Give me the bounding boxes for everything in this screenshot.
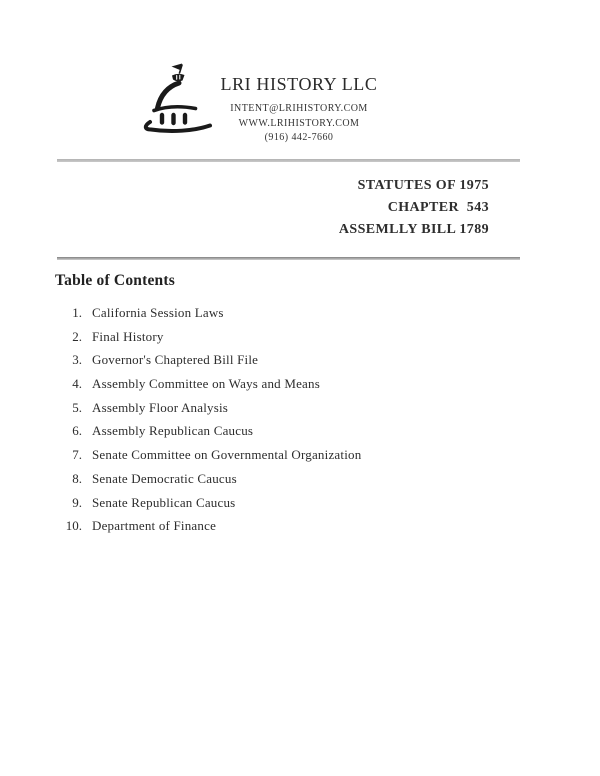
toc-item (57, 448, 517, 462)
toc-item-number: 10. (65, 518, 82, 534)
toc-item-number: 4. (72, 376, 82, 392)
company-phone: (916) 442-7660 (264, 132, 334, 143)
assembly-bill-line: ASSEMLLY BILL 1789 (338, 222, 489, 237)
company-email: INTENT@LRIHISTORY.COM (230, 103, 368, 114)
horizontal-rule-bottom (57, 257, 520, 260)
company-website: WWW.LRIHISTORY.COM (238, 117, 360, 129)
toc-item-label: Assembly Republican Caucus (92, 423, 254, 439)
toc-item-label: Senate Republican Caucus (92, 494, 236, 510)
toc-item-number: 3. (72, 352, 82, 368)
toc-title: Table of Contents (55, 272, 175, 289)
toc-item-label: Governor's Chaptered Bill File (92, 352, 259, 368)
bill-reference-block (339, 175, 489, 241)
toc-item-label: California Session Laws (92, 305, 224, 320)
horizontal-rule-top (57, 159, 520, 162)
toc-item-label: Senate Committee on Governmental Organization (92, 447, 362, 463)
letterhead (213, 74, 385, 146)
toc-item-label: Assembly Committee on Ways and Means (92, 376, 320, 392)
toc-item (57, 519, 517, 533)
toc-item (57, 330, 517, 344)
toc-item-label: Senate Democratic Caucus (92, 470, 237, 486)
toc-item-number: 6. (72, 423, 82, 439)
toc-item (57, 496, 517, 510)
toc-list (57, 306, 517, 543)
toc-item-number: 9. (72, 494, 82, 510)
toc-item-number: 8. (72, 470, 82, 486)
toc-item-label: Department of Finance (92, 518, 217, 534)
toc-item (57, 353, 517, 367)
statutes-line: STATUTES OF 1975 (357, 178, 489, 193)
toc-item-number: 7. (72, 447, 82, 463)
capitol-dome-logo-icon (138, 60, 222, 144)
toc-item-label: Final History (92, 328, 164, 344)
toc-item (57, 306, 517, 320)
toc-item (57, 401, 517, 415)
toc-item-number: 5. (72, 399, 82, 415)
company-name: LRI HISTORY LLC (220, 74, 378, 94)
toc-item (57, 377, 517, 391)
toc-item (57, 472, 517, 486)
toc-item-label: Assembly Floor Analysis (92, 399, 229, 415)
chapter-line: CHAPTER 543 (387, 200, 489, 215)
toc-item-number: 1. (72, 305, 82, 320)
toc-item (57, 424, 517, 438)
toc-item-number: 2. (72, 328, 82, 344)
